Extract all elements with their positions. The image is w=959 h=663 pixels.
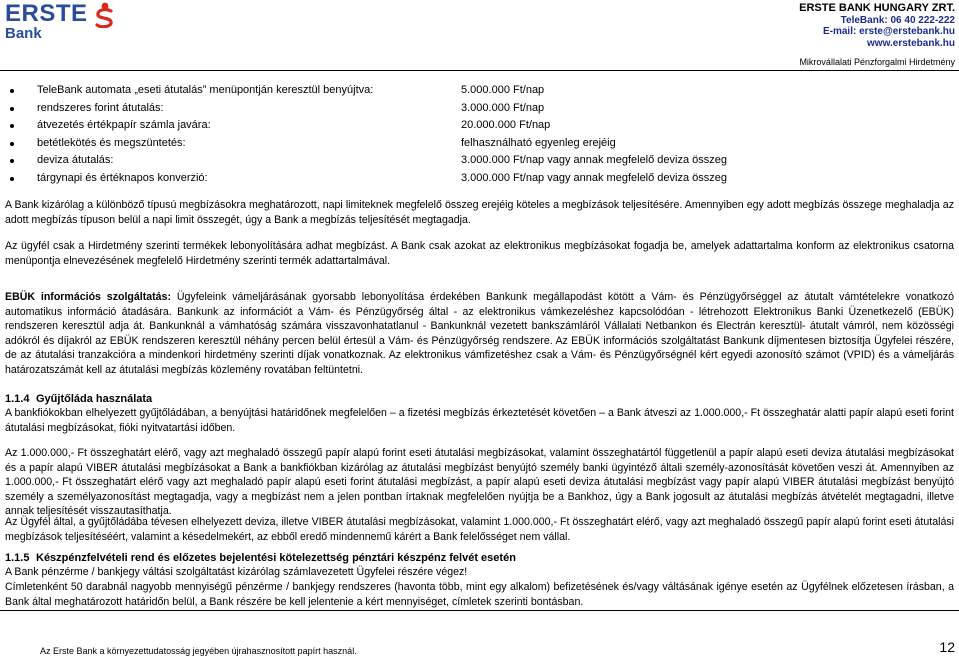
limit-label: átvezetés értékpapír számla javára: [37,119,211,131]
logo-wordmark: ERSTE [5,0,88,27]
limit-label: rendszeres forint átutalás: [37,101,164,114]
bank-contact-block [799,3,955,49]
limit-label: betétlekötés és megszüntetés: [37,136,186,149]
limit-value: 3.000.000 Ft/nap vagy annak megfelelő deviza összeg [461,171,728,184]
erste-bank-logo [5,2,115,46]
limit-label: tárgynapi és értéknapos konverzió: [37,171,208,184]
list-item [22,170,952,188]
list-item [22,100,952,118]
footer-note: Az Erste Bank a környezettudatosság jegyében újrahasznosított papírt használ. [40,646,357,656]
product-rule-paragraph: Az ügyfél csak a Hirdetmény szerinti termékek lebonyolítására adhat megbízást. A Bank csak azokat az elektronikus megbízásokat fogadja be, amelyek adattartalma konform az elektronikus csatorna menüpontja elnevezésének megfelelő Hirdetmény szerinti termék adattartalmával. [5,240,954,267]
collection-box-paragraph: A bankfiókokban elhelyezett gyűjtőládában, a benyújtási határidőnek megfelelően – a fizetési megbízás érkeztetését követően – a Bank átveszi az 1.000.000,- Ft összeghatár alatti papír alapú eseti forint átutalási megbízásokat, fióki nyitvatartási időben. [5,407,954,434]
logo-subtitle: Bank [5,25,42,42]
page-number: 12 [939,639,955,655]
document-title: Mikrovállalati Pénzforgalmi Hirdetmény [799,57,955,67]
bullet-icon [10,89,14,93]
section-number: 1.1.5 [5,552,30,564]
list-item [22,117,952,135]
identification-paragraph: Az 1.000.000,- Ft összeghatárt elérő, vagy azt meghaladó összegű papír alapú forint eseti átutalási megbízásokat, valamint összeghatártól függetlenül a papír alapú eseti deviza átutalási megbízásokat és a papír alapú VIBER átutalási megbízásokat a Bank a bankfiókban kizárólag az átutalási megbízást benyújtó személy banki ügyintéző általi személy-azonosítását követően veszi át. Amennyiben az 1.000.000,- Ft összeghatárt elérő vagy azt meghaladó papír alapú eseti forint átutalási megbízást, a papír alapú eseti deviza átutalási megbízást vagy papír alapú VIBER átutalási megbízást benyújtó személy a személyazonosítást megtagadja, vagy a megbízást nem a jelen pontban írtaknak megfelelően nyújtja be a Bankhoz, úgy a Bank jogosult az átutalási megbízás átvételét megtagadni, illetve annak teljesítését visszautasíthatja. [5,447,954,518]
ebuk-heading: EBÜK információs szolgáltatás: [5,291,171,303]
bullet-icon [10,177,14,181]
limit-rule-paragraph: A Bank kizárólag a különböző típusú megbízásokra meghatározott, napi limiteknek megfelelő összeg erejéig köteles a megbízások teljesítésére. Amennyiben egy adott megbízás összege meghaladja az adott megbízás típuson belül a napi limit összegét, úgy a Bank a megbízás teljesítését megtagadja. [5,199,954,226]
liability-paragraph: Az Ügyfél által, a gyűjtőládába tévesen elhelyezett deviza, illetve VIBER átutalási megbízásokat, valamint 1.000.000,- Ft összeghatárt elérő, vagy azt meghaladó összegű papír alapú forint eseti átutalási megbízások teljesítéséért, valamint a késedelmekért, az ebből eredő mindennemű kárért a Bank felelősséget nem vállal. [5,516,954,543]
limit-value: 3.000.000 Ft/nap [461,101,545,114]
exchange-service-paragraph: A Bank pénzérme / bankjegy váltási szolgáltatást kizárólag számlavezetett Ügyfelei részére végez! [5,566,468,578]
contact-email: E-mail: erste@erstebank.hu [822,26,955,37]
list-item [22,135,952,153]
ebuk-text: Ügyfeleink vámeljárásának gyorsabb lebonyolítása érdekében Bankunk megállapodást kötött a Vám- és Pénzügyőrséggel az átutalt vámtételekre vonatkozó automatikus információ átadására. Bankunk az információt a Vám- és Pénzügyőrség által - az elektronikus vámkezeléshez kapcsolódóan - létrehozott Elektronikus Banki Üzenetkezelő (EBÜK) rendszeren keresztül adja át. Bankunknál a vámhatóság számára visszavonhatatlanul - Bankunknál vezetett bankszámláról Vállalati Netbankon és Electrán keresztül- átutalt vámról, nem közösségi adókról és díjakról az EBÜK rendszeren keresztül néhány percen belül értesül a Vám- és Pénzügyőrség rendszere. Az EBÜK információs szolgáltatást Bankunk díjmentesen biztosítja Ügyfelei részére, de az átutalási tranzakcióra a mindenkori hirdetmény szerinti díjak vonatkoznak. Az elektronikus vámfizetéshez csak a Vám- és Pénzügyőrségnél kért egyedi azonosító számot (VPID) és a vámeljárás határozatszámát kell az átutalási megbízás közlemény rovatában feltüntetni. [5,291,954,376]
section-title: Készpénzfelvételi rend és előzetes bejelentési kötelezettség pénztári készpénz felvét esetén [36,552,516,564]
section-heading-1-1-5 [5,551,516,565]
advance-notice-paragraph: Címletenként 50 darabnál nagyobb mennyiségű pénzérme / bankjegy rendszeres (havonta több, mint egy alkalom) befizetésének és/vagy váltásának igénye esetén az Ügyfélnek előzetesen írásban, a Bank által meghatározott határidőn belül, a Bank részére be kell jelentenie a kért mennyiséget, címletek szerinti bontásban. [5,581,954,608]
website: www.erstebank.hu [867,37,955,49]
ebuk-paragraph [5,290,954,378]
limit-value: 3.000.000 Ft/nap vagy annak megfelelő deviza összeg [461,154,728,166]
daily-limit-list [22,82,952,187]
bullet-icon [10,142,14,146]
header-divider [0,70,959,71]
list-item [22,152,952,170]
erste-s-mark-icon [93,2,117,28]
bullet-icon [10,107,14,111]
section-heading-1-1-4 [5,392,152,406]
bullet-icon [10,124,14,128]
limit-value: felhasználható egyenleg erejéig [461,136,616,149]
company-name: ERSTE BANK HUNGARY ZRT. [799,2,955,14]
section-number: 1.1.4 [5,393,30,405]
limit-value: 20.000.000 Ft/nap [461,119,551,131]
bullet-icon [10,159,14,163]
limit-value: 5.000.000 Ft/nap [461,84,545,96]
limit-label: deviza átutalás: [37,154,114,166]
section-title: Gyűjtőláda használata [36,393,153,405]
limit-label: TeleBank automata „eseti átutalás” menüpontján keresztül benyújtva: [37,84,374,96]
telebank-number: TeleBank: 06 40 222-222 [840,14,955,26]
list-item [22,82,952,100]
footer-divider [0,610,959,611]
